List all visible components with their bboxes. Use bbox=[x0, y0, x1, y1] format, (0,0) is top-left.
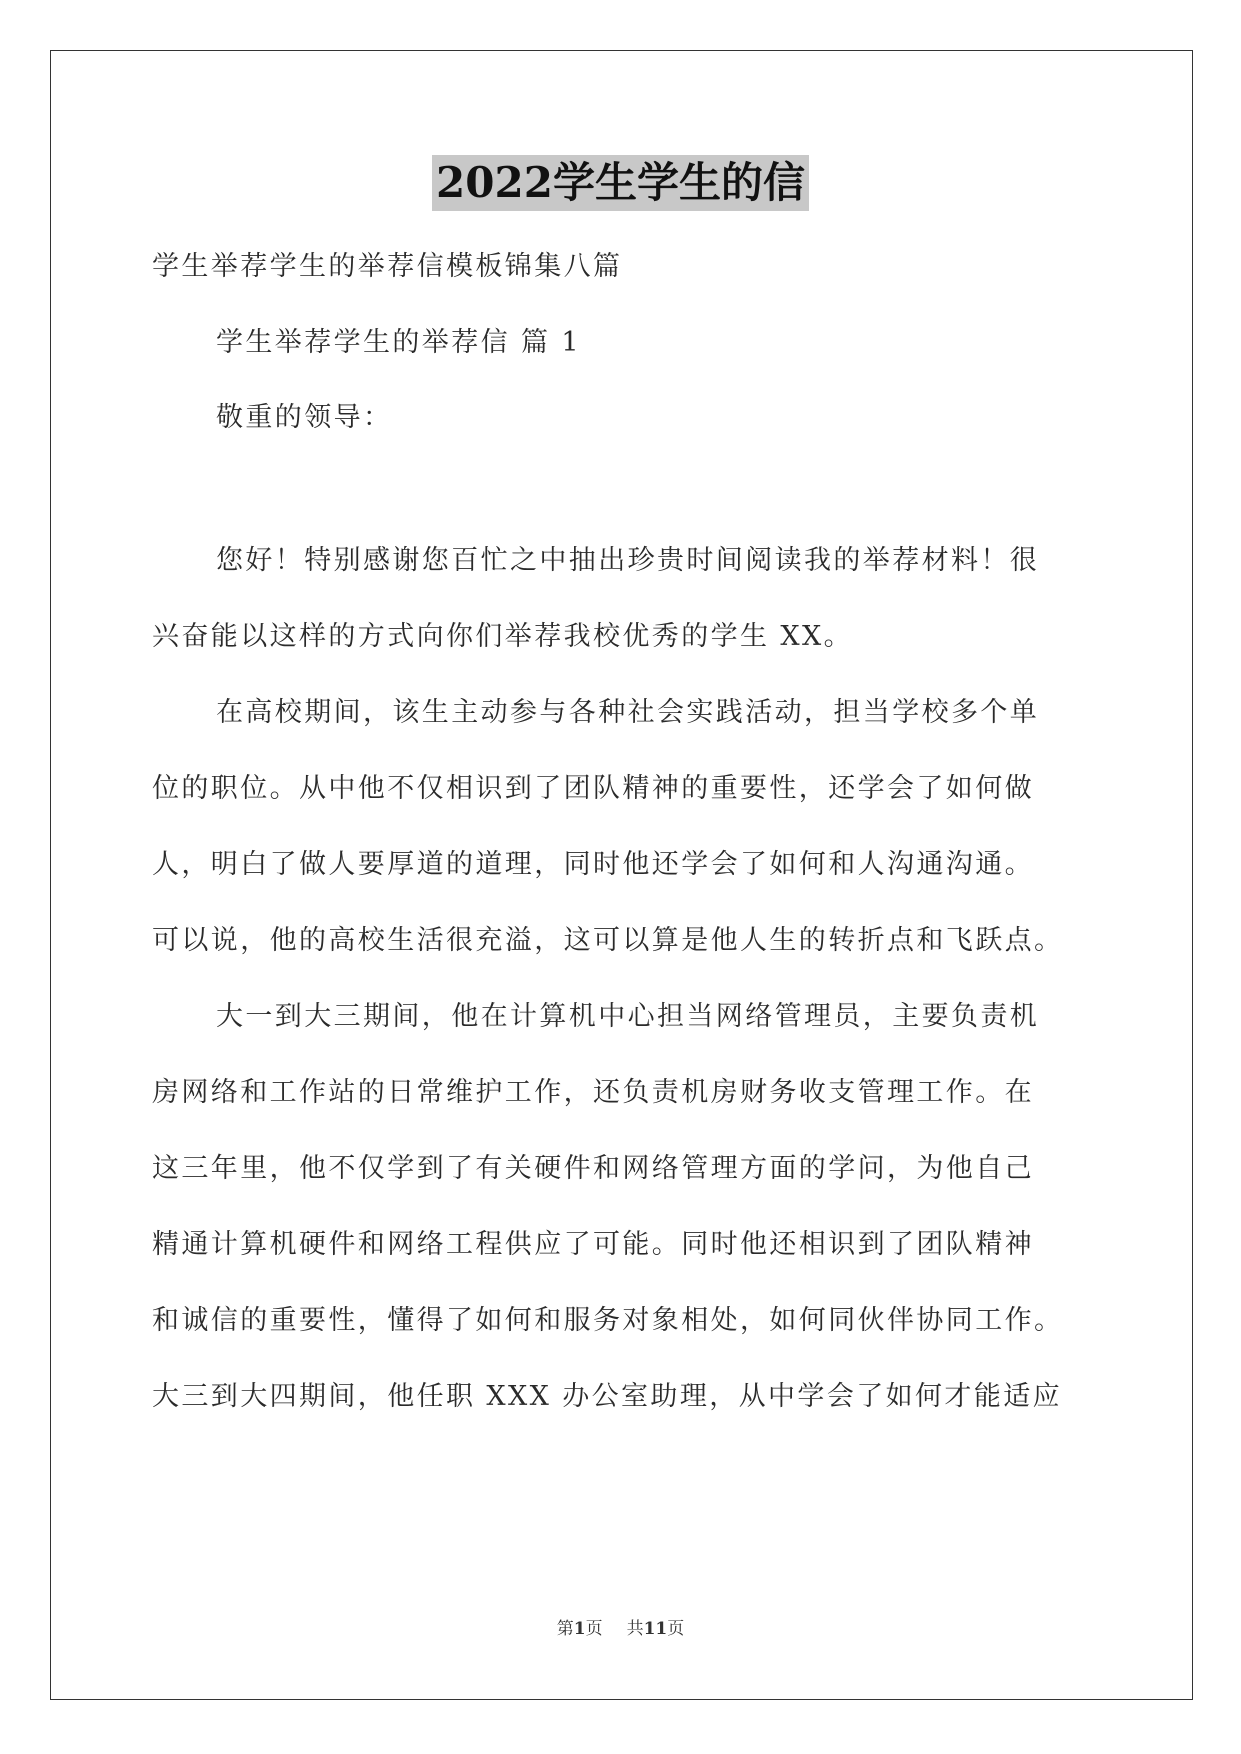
page-prefix: 第 bbox=[556, 1619, 574, 1639]
paragraph-line: 人，明白了做人要厚道的道理，同时他还学会了如何和人沟通沟通。 bbox=[152, 849, 1034, 880]
paragraph-line: 和诚信的重要性，懂得了如何和服务对象相处，如何同伙伴协同工作。 bbox=[152, 1305, 1064, 1336]
title-container bbox=[0, 155, 1241, 211]
paragraph-line: 精通计算机硬件和网络工程供应了可能。同时他还相识到了团队精神 bbox=[152, 1229, 1034, 1260]
paragraph-line: 可以说，他的高校生活很充溢，这可以算是他人生的转折点和飞跃点。 bbox=[152, 925, 1064, 956]
paragraph-line: 兴奋能以这样的方式向你们举荐我校优秀的学生 XX。 bbox=[152, 621, 854, 652]
paragraph-line: 位的职位。从中他不仅相识到了团队精神的重要性，还学会了如何做 bbox=[152, 773, 1034, 804]
total-page-count: 11 bbox=[643, 1619, 668, 1639]
paragraph-line: 您好！特别感谢您百忙之中抽出珍贵时间阅读我的举荐材料！很 bbox=[216, 545, 1040, 576]
total-prefix: 共 bbox=[626, 1619, 644, 1639]
current-page-number: 1 bbox=[573, 1619, 586, 1639]
salutation: 敬重的领导： bbox=[216, 402, 393, 433]
paragraph-line: 大一到大三期间，他在计算机中心担当网络管理员，主要负责机 bbox=[216, 1001, 1040, 1032]
document-title: 2022学生学生的信 bbox=[432, 155, 809, 211]
section-heading: 学生举荐学生的举荐信 篇 1 bbox=[216, 327, 581, 358]
paragraph-line: 房网络和工作站的日常维护工作，还负责机房财务收支管理工作。在 bbox=[152, 1077, 1034, 1108]
paragraph-line: 大三到大四期间，他任职 XXX 办公室助理，从中学会了如何才能适应 bbox=[152, 1381, 1063, 1412]
page-footer bbox=[0, 1614, 1241, 1639]
paragraph-line: 这三年里，他不仅学到了有关硬件和网络管理方面的学问，为他自己 bbox=[152, 1153, 1034, 1184]
total-unit: 页 bbox=[667, 1619, 685, 1639]
paragraph-line: 在高校期间，该生主动参与各种社会实践活动，担当学校多个单 bbox=[216, 697, 1040, 728]
page-unit: 页 bbox=[585, 1619, 603, 1639]
document-subtitle: 学生举荐学生的举荐信模板锦集八篇 bbox=[152, 251, 623, 282]
